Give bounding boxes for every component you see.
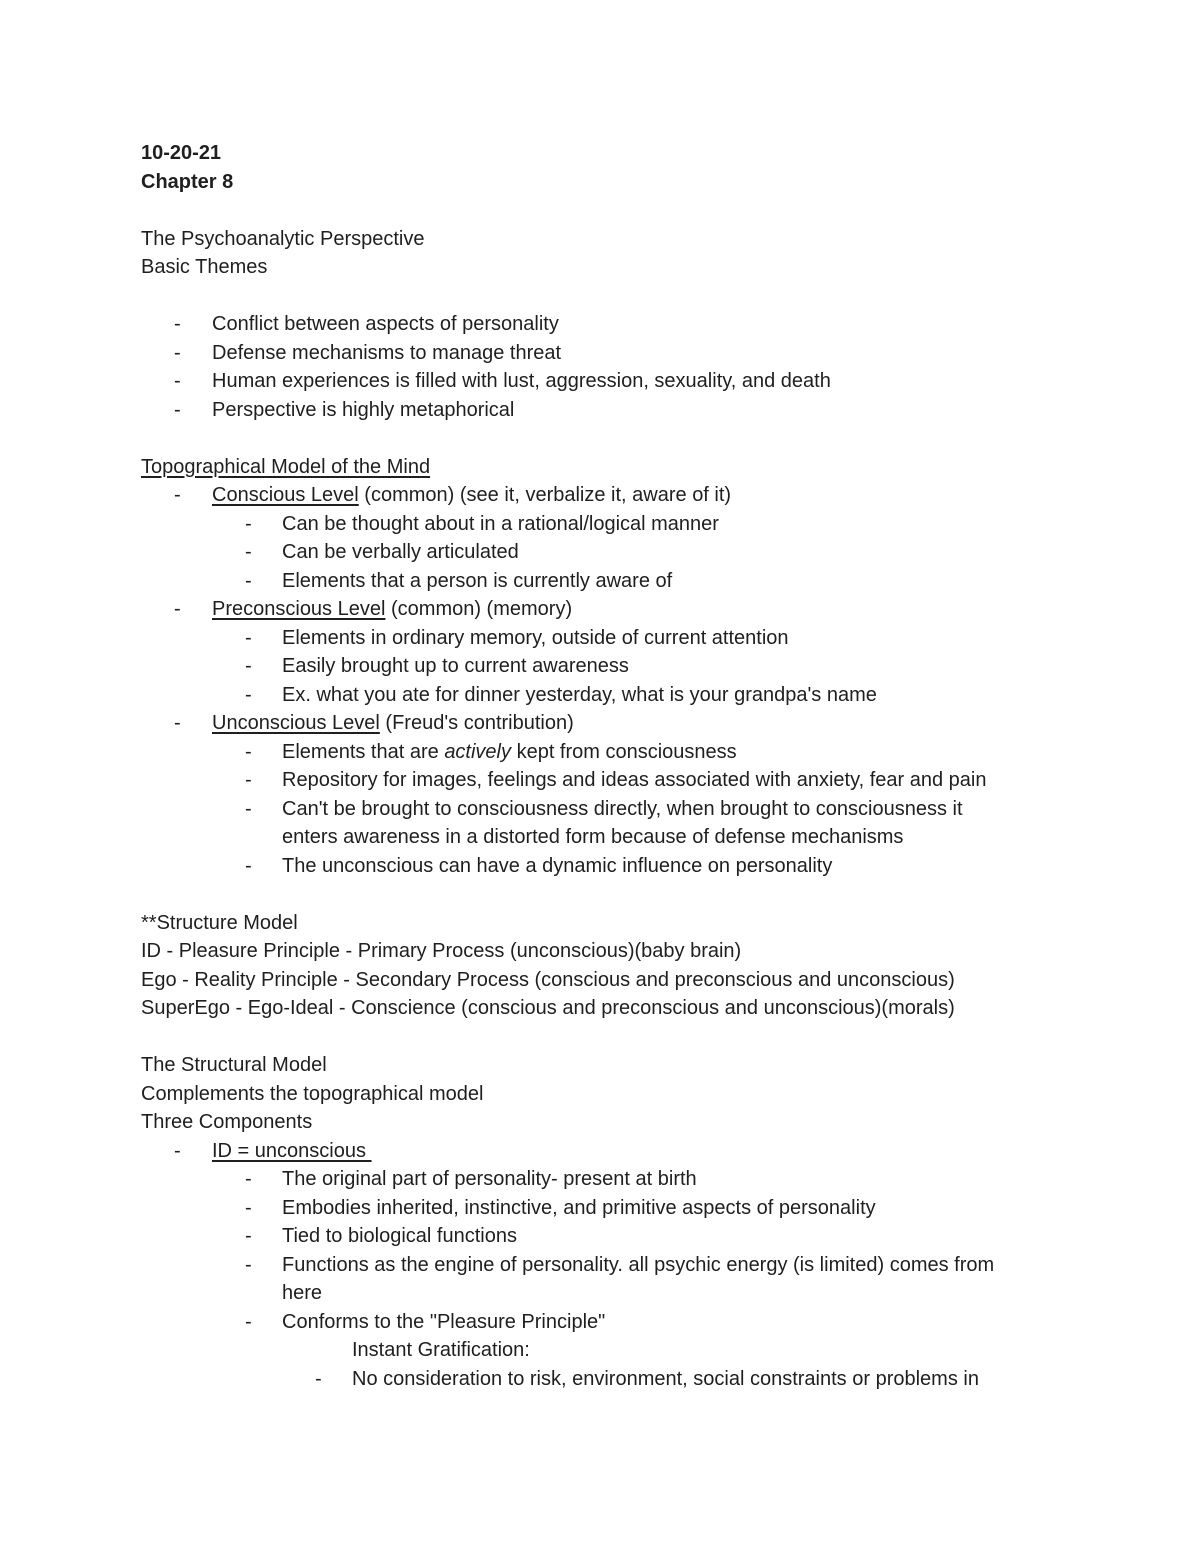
list-item: - Can't be brought to consciousness directly, when brought to consciousness it	[141, 795, 1101, 824]
bullet-dash: -	[245, 1253, 252, 1276]
bullet-dash: -	[245, 1310, 252, 1333]
list-item: - The unconscious can have a dynamic influence on personality	[141, 852, 1101, 881]
spacer	[141, 282, 1101, 311]
list-item: - Conforms to the "Pleasure Principle"	[141, 1308, 1101, 1337]
spacer	[141, 880, 1101, 909]
bullet-dash: -	[174, 370, 181, 392]
bullet-dash: -	[245, 683, 252, 706]
list-item: - Elements that are actively kept from consciousness	[141, 738, 1101, 767]
bullet-dash: -	[245, 854, 252, 877]
spacer	[141, 196, 1101, 225]
bullet-dash: -	[245, 1225, 252, 1247]
bullet-dash: -	[245, 626, 252, 649]
list-item: - No consideration to risk, environment, social constraints or problems in	[141, 1365, 1101, 1394]
bullet-dash: -	[315, 1367, 322, 1390]
bullet-dash: -	[245, 569, 252, 592]
date-heading: 10-20-21	[141, 142, 222, 164]
structure-line-superego: SuperEgo - Ego-Ideal - Conscience (conscious and preconscious and unconscious)(morals)	[141, 997, 955, 1019]
bullet-dash: -	[245, 1168, 252, 1190]
bullet-dash: -	[245, 512, 252, 535]
structure-line-ego: Ego - Reality Principle - Secondary Process (conscious and preconscious and unconscious)	[141, 968, 955, 991]
list-item-conscious: - Conscious Level (common) (see it, verbalize it, aware of it)	[141, 481, 1101, 510]
preconscious-label: Preconscious Level	[212, 598, 386, 620]
list-item: - Elements that a person is currently aware of	[141, 567, 1101, 596]
list-item: - Conflict between aspects of personality	[141, 310, 1101, 339]
list-item: - Repository for images, feelings and ideas associated with anxiety, fear and pain	[141, 766, 1101, 795]
list-item: - Defense mechanisms to manage threat	[141, 339, 1101, 368]
document-body	[141, 139, 1101, 1393]
id-label: ID = unconscious	[212, 1139, 372, 1162]
list-item: - Ex. what you ate for dinner yesterday, what is your grandpa's name	[141, 681, 1101, 710]
structure-line-id: ID - Pleasure Principle - Primary Process (unconscious)(baby brain)	[141, 940, 742, 962]
list-item: - Tied to biological functions	[141, 1222, 1101, 1251]
list-item: - Can be thought about in a rational/logical manner	[141, 510, 1101, 539]
bullet-dash: -	[174, 341, 181, 364]
bullet-dash: -	[174, 484, 181, 506]
bullet-dash: -	[174, 398, 181, 421]
list-item-unconscious: - Unconscious Level (Freud's contribution)	[141, 709, 1101, 738]
bullet-dash: -	[245, 769, 252, 791]
chapter-heading: Chapter 8	[141, 170, 234, 193]
bullet-dash: -	[174, 598, 181, 620]
conscious-label: Conscious Level	[212, 484, 359, 506]
list-item-preconscious: - Preconscious Level (common) (memory)	[141, 595, 1101, 624]
topographical-heading: Topographical Model of the Mind	[141, 455, 431, 478]
bullet-dash: -	[174, 313, 181, 335]
unconscious-label: Unconscious Level	[212, 712, 380, 734]
spacer	[141, 424, 1101, 453]
structural-description: Complements the topographical model	[141, 1082, 484, 1105]
bullet-dash: -	[245, 541, 252, 563]
list-item: - Human experiences is filled with lust, aggression, sexuality, and death	[141, 367, 1101, 396]
list-item: - Easily brought up to current awareness	[141, 652, 1101, 681]
emphasis-text: actively	[444, 740, 512, 763]
list-item-continuation: enters awareness in a distorted form because of defense mechanisms	[282, 826, 904, 848]
list-item: - Embodies inherited, instinctive, and primitive aspects of personality	[141, 1194, 1101, 1223]
structural-components-label: Three Components	[141, 1111, 313, 1133]
structure-summary-heading: **Structure Model	[141, 911, 298, 934]
gratification-label: Instant Gratification:	[352, 1339, 530, 1361]
list-item: - The original part of personality- present at birth	[141, 1165, 1101, 1194]
bullet-dash: -	[174, 1139, 181, 1162]
list-item: - Elements in ordinary memory, outside of current attention	[141, 624, 1101, 653]
list-item-continuation: here	[282, 1282, 323, 1304]
list-item: - Can be verbally articulated	[141, 538, 1101, 567]
bullet-dash: -	[245, 1196, 252, 1219]
section-subtitle: Basic Themes	[141, 256, 268, 278]
list-item: - Perspective is highly metaphorical	[141, 396, 1101, 425]
spacer	[141, 1023, 1101, 1052]
bullet-dash: -	[245, 655, 252, 677]
structural-heading: The Structural Model	[141, 1054, 327, 1076]
bullet-dash: -	[174, 712, 181, 734]
bullet-dash: -	[245, 797, 252, 820]
list-item-id	[141, 1137, 1101, 1166]
bullet-dash: -	[245, 740, 252, 763]
list-item: - Functions as the engine of personality. all psychic energy (is limited) comes from	[141, 1251, 1101, 1280]
section-title: The Psychoanalytic Perspective	[141, 227, 425, 250]
